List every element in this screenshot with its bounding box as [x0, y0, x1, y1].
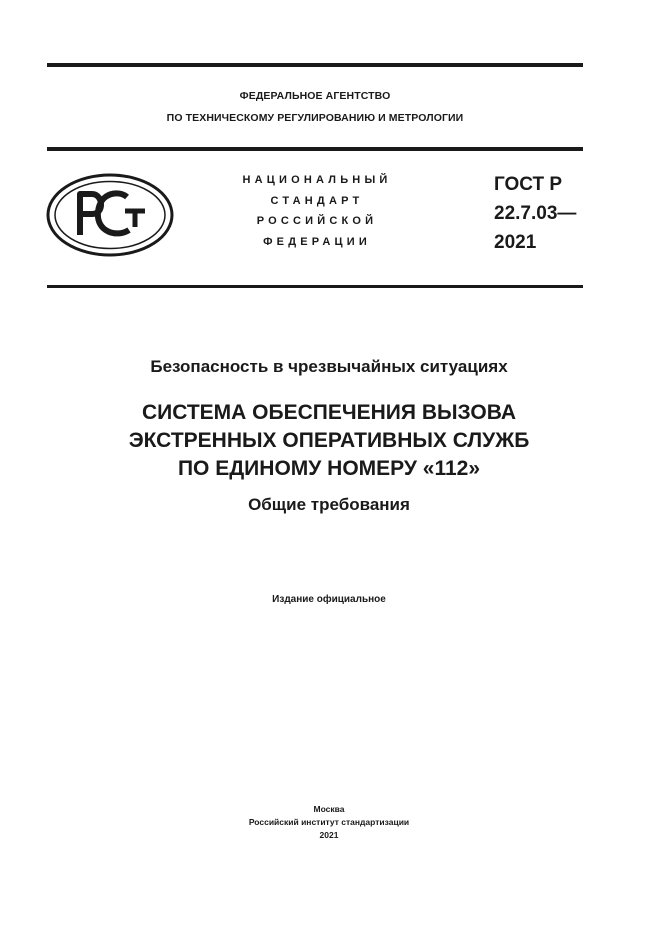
imprint [47, 803, 611, 842]
imprint-year: 2021 [319, 830, 339, 840]
agency-name-line2: ПО ТЕХНИЧЕСКОМУ РЕГУЛИРОВАНИЮ И МЕТРОЛОГИИ [166, 112, 464, 124]
title-line3: ПО ЕДИНОМУ НОМЕРУ «112» [177, 457, 481, 480]
standard-type-line4: ФЕДЕРАЦИИ [263, 235, 371, 248]
standard-designation [494, 170, 594, 257]
header-rule [47, 147, 583, 151]
agency-name-line1: ФЕДЕРАЛЬНОЕ АГЕНТСТВО [239, 90, 391, 102]
standard-type-line3: РОССИЙСКОЙ [256, 215, 378, 227]
title-line2: ЭКСТРЕННЫХ ОПЕРАТИВНЫХ СЛУЖБ [128, 429, 530, 452]
document-subtitle: Общие требования [248, 495, 410, 514]
designation-line3: 2021 [494, 232, 537, 253]
subject-heading: Безопасность в чрезвычайных ситуациях [150, 357, 508, 376]
imprint-city: Москва [313, 804, 345, 814]
gost-r-logo-icon [45, 172, 175, 258]
standard-type-line2: СТАНДАРТ [270, 194, 364, 207]
designation-line2: 22.7.03— [494, 203, 577, 224]
top-rule [47, 63, 583, 67]
designation-line1: ГОСТ Р [494, 174, 563, 195]
imprint-publisher: Российский институт стандартизации [248, 817, 410, 827]
document-title [47, 399, 611, 483]
standard-type [222, 170, 412, 252]
title-line1: СИСТЕМА ОБЕСПЕЧЕНИЯ ВЫЗОВА [141, 401, 517, 424]
edition-label: Издание официальное [272, 594, 386, 605]
standard-type-line1: НАЦИОНАЛЬНЫЙ [242, 174, 392, 186]
section-rule [47, 285, 583, 288]
